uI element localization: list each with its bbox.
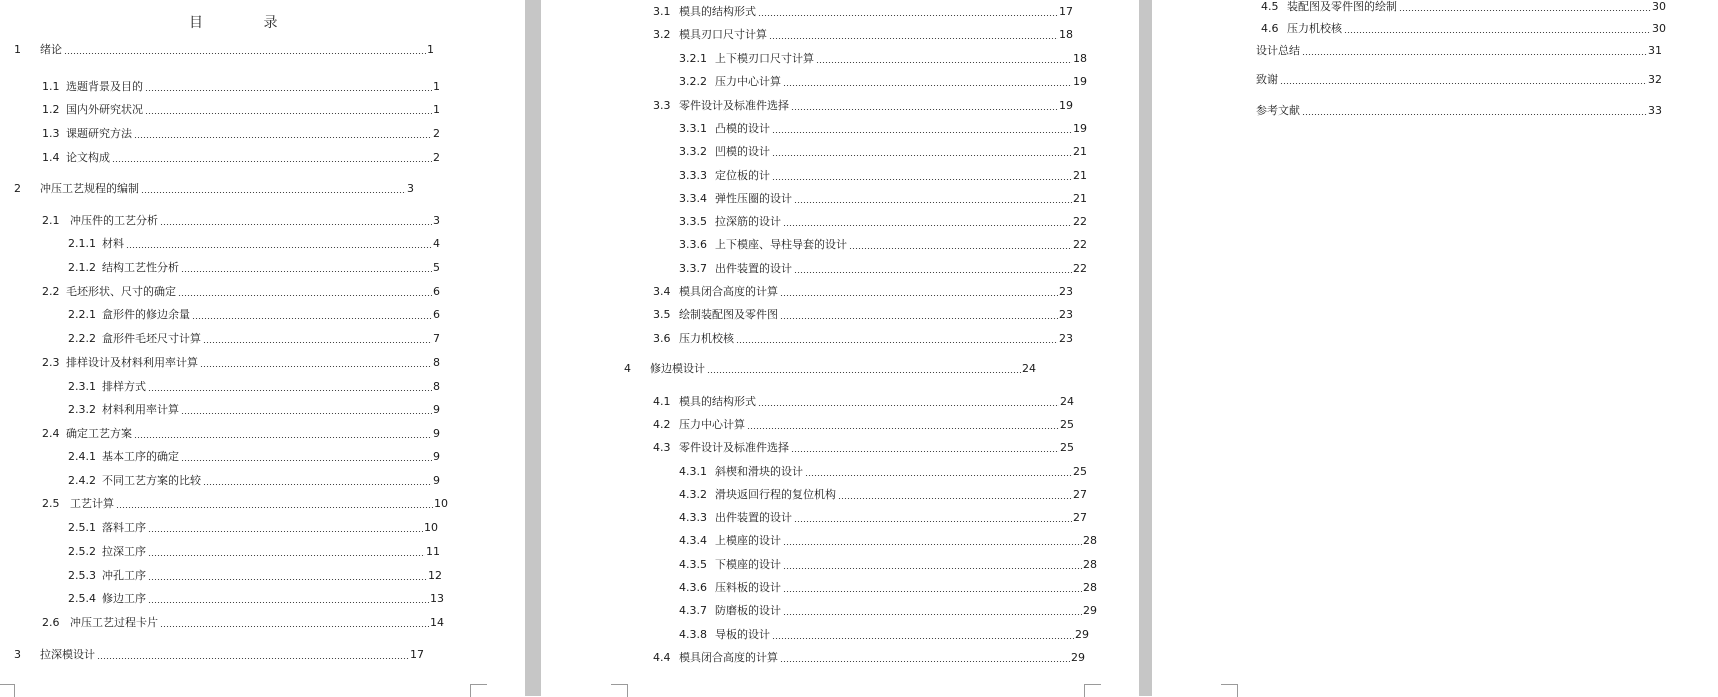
- toc-entry-page-number: 6: [433, 285, 440, 298]
- toc-entry: [679, 75, 1087, 89]
- toc-entry: [42, 151, 440, 165]
- toc-dot-leader: [783, 85, 1072, 86]
- toc-entry-page-number: 6: [433, 308, 440, 321]
- toc-entry-page-number: 29: [1083, 604, 1097, 617]
- toc-entry-text: 模具刃口尺寸计算: [679, 28, 767, 41]
- toc-entry-number: 1.2: [42, 103, 60, 116]
- toc-entry-number: 2.6: [42, 616, 60, 629]
- toc-entry-number: 4.1: [653, 395, 671, 408]
- document-page-2: [541, 0, 1139, 696]
- toc-entry: [679, 122, 1087, 136]
- toc-entry-text: 绪论: [40, 43, 62, 56]
- toc-entry-page-number: 25: [1073, 465, 1087, 478]
- toc-entry-number: 4.3.4: [679, 534, 707, 547]
- toc-dot-leader: [200, 366, 432, 367]
- toc-entry: [68, 521, 438, 535]
- toc-entry-page-number: 21: [1073, 145, 1087, 158]
- toc-entry-page-number: 22: [1073, 215, 1087, 228]
- toc-entry-text: 冲压件的工艺分析: [70, 214, 158, 227]
- toc-entry-text: 压料板的设计: [715, 581, 781, 594]
- toc-entry: [68, 261, 440, 275]
- toc-dot-leader: [780, 318, 1058, 319]
- toc-entry-text: 模具闭合高度的计算: [679, 285, 778, 298]
- toc-entry-text: 防磨板的设计: [715, 604, 781, 617]
- toc-entry-number: 2: [14, 182, 21, 195]
- toc-dot-leader: [97, 658, 409, 659]
- toc-entry-number: 2.4: [42, 427, 60, 440]
- toc-entry-text: 上模座的设计: [715, 534, 781, 547]
- toc-dot-leader: [148, 579, 427, 580]
- toc-entry-page-number: 17: [410, 648, 424, 661]
- toc-entry-page-number: 19: [1059, 99, 1073, 112]
- toc-entry-page-number: 21: [1073, 169, 1087, 182]
- toc-entry: [42, 497, 448, 511]
- toc-entry-page-number: 9: [433, 403, 440, 416]
- toc-entry: [42, 80, 440, 94]
- toc-entry-number: 4.3: [653, 441, 671, 454]
- toc-entry-text: 模具的结构形式: [679, 5, 756, 18]
- toc-entry-text: 上下模刃口尺寸计算: [715, 52, 814, 65]
- toc-entry-text: 修边模设计: [650, 362, 705, 375]
- toc-dot-leader: [783, 544, 1082, 545]
- toc-entry-page-number: 18: [1073, 52, 1087, 65]
- toc-entry: [42, 356, 440, 370]
- toc-entry-number: 3.6: [653, 332, 671, 345]
- toc-entry-number: 2.3: [42, 356, 60, 369]
- toc-entry-number: 4.6: [1261, 22, 1279, 35]
- document-page-1: [0, 0, 525, 696]
- toc-entry-number: 2.1.1: [68, 237, 96, 250]
- toc-entry-text: 出件装置的设计: [715, 511, 792, 524]
- page-corner-mark: [1221, 684, 1238, 697]
- toc-entry-number: 2.2: [42, 285, 60, 298]
- toc-entry-page-number: 22: [1073, 238, 1087, 251]
- toc-entry-number: 1.1: [42, 80, 60, 93]
- toc-entry-page-number: 2: [433, 127, 440, 140]
- toc-entry: [679, 628, 1089, 642]
- toc-title: 目 录: [189, 15, 306, 31]
- toc-entry-text: 凸模的设计: [715, 122, 770, 135]
- toc-entry: [68, 450, 440, 464]
- page-corner-mark: [470, 684, 487, 697]
- toc-dot-leader: [758, 15, 1058, 16]
- toc-entry-text: 排样方式: [102, 380, 146, 393]
- toc-dot-leader: [772, 638, 1074, 639]
- toc-dot-leader: [1344, 32, 1651, 33]
- toc-entry-page-number: 29: [1075, 628, 1089, 641]
- toc-entry-page-number: 29: [1071, 651, 1085, 664]
- toc-entry: [679, 604, 1097, 618]
- toc-entry: [653, 308, 1073, 322]
- toc-entry-number: 4.4: [653, 651, 671, 664]
- toc-entry-number: 4.3.7: [679, 604, 707, 617]
- toc-dot-leader: [148, 390, 432, 391]
- toc-entry-number: 2.1.2: [68, 261, 96, 274]
- toc-dot-leader: [772, 155, 1072, 156]
- toc-dot-leader: [1302, 114, 1647, 115]
- toc-entry: [679, 192, 1087, 206]
- toc-dot-leader: [141, 192, 406, 193]
- toc-entry-text: 下模座的设计: [715, 558, 781, 571]
- toc-entry-number: 4.2: [653, 418, 671, 431]
- toc-entry: [68, 474, 440, 488]
- toc-entry: [679, 558, 1097, 572]
- toc-entry-number: 2.5.4: [68, 592, 96, 605]
- toc-dot-leader: [783, 568, 1082, 569]
- toc-entry-text: 排样设计及材料利用率计算: [66, 356, 198, 369]
- toc-entry-text: 致谢: [1256, 73, 1278, 86]
- toc-entry-page-number: 19: [1073, 75, 1087, 88]
- toc-entry-number: 3.3.2: [679, 145, 707, 158]
- toc-entry: [42, 285, 440, 299]
- toc-entry: [1256, 104, 1662, 118]
- toc-entry-text: 盒形件毛坯尺寸计算: [102, 332, 201, 345]
- toc-entry-page-number: 33: [1648, 104, 1662, 117]
- toc-entry: [679, 511, 1087, 525]
- toc-entry-page-number: 14: [430, 616, 444, 629]
- toc-dot-leader: [780, 295, 1058, 296]
- toc-entry-number: 3.3.1: [679, 122, 707, 135]
- toc-dot-leader: [64, 53, 426, 54]
- toc-entry: [68, 545, 440, 559]
- toc-entry-page-number: 19: [1073, 122, 1087, 135]
- toc-entry-text: 绘制装配图及零件图: [679, 308, 778, 321]
- toc-entry-page-number: 32: [1648, 73, 1662, 86]
- toc-dot-leader: [112, 161, 432, 162]
- toc-dot-leader: [816, 62, 1072, 63]
- toc-entry-text: 设计总结: [1256, 44, 1300, 57]
- toc-entry: [653, 441, 1074, 455]
- toc-entry: [14, 648, 424, 662]
- toc-entry: [653, 418, 1074, 432]
- toc-entry-text: 国内外研究状况: [66, 103, 143, 116]
- toc-entry-number: 3.2: [653, 28, 671, 41]
- toc-entry-text: 压力机校核: [679, 332, 734, 345]
- toc-entry-page-number: 28: [1083, 581, 1097, 594]
- toc-entry-number: 3.3.6: [679, 238, 707, 251]
- toc-entry: [653, 332, 1073, 346]
- toc-entry: [653, 5, 1073, 19]
- toc-entry-text: 材料: [102, 237, 124, 250]
- toc-dot-leader: [116, 507, 433, 508]
- toc-entry: [679, 145, 1087, 159]
- toc-entry-page-number: 13: [430, 592, 444, 605]
- toc-entry-number: 3.3.4: [679, 192, 707, 205]
- toc-entry: [653, 28, 1073, 42]
- toc-entry-text: 冲压工艺过程卡片: [70, 616, 158, 629]
- toc-entry-page-number: 25: [1060, 418, 1074, 431]
- toc-entry: [653, 99, 1073, 113]
- toc-entry-page-number: 28: [1083, 558, 1097, 571]
- toc-entry-page-number: 2: [433, 151, 440, 164]
- toc-entry-text: 盒形件的修边余量: [102, 308, 190, 321]
- toc-dot-leader: [783, 591, 1082, 592]
- toc-entry-number: 4.3.8: [679, 628, 707, 641]
- toc-dot-leader: [794, 202, 1072, 203]
- toc-entry-text: 压力机校核: [1287, 22, 1342, 35]
- toc-entry: [68, 403, 440, 417]
- toc-dot-leader: [772, 179, 1072, 180]
- toc-entry-text: 不同工艺方案的比较: [102, 474, 201, 487]
- toc-entry: [653, 395, 1074, 409]
- toc-entry-number: 3.4: [653, 285, 671, 298]
- toc-dot-leader: [1302, 54, 1647, 55]
- toc-entry: [68, 569, 442, 583]
- toc-entry-page-number: 7: [433, 332, 440, 345]
- toc-entry-number: 4: [624, 362, 631, 375]
- toc-entry: [679, 52, 1087, 66]
- toc-dot-leader: [178, 295, 432, 296]
- page-gutter: [1139, 0, 1152, 696]
- toc-entry-number: 1: [14, 43, 21, 56]
- toc-entry-text: 选题背景及目的: [66, 80, 143, 93]
- toc-entry-page-number: 12: [428, 569, 442, 582]
- toc-entry: [653, 285, 1073, 299]
- toc-entry-page-number: 3: [433, 214, 440, 227]
- toc-dot-leader: [838, 498, 1072, 499]
- toc-dot-leader: [1399, 10, 1651, 11]
- toc-dot-leader: [203, 342, 432, 343]
- toc-entry-number: 4.3.6: [679, 581, 707, 594]
- toc-entry: [679, 534, 1097, 548]
- toc-entry-page-number: 9: [433, 474, 440, 487]
- toc-dot-leader: [736, 342, 1058, 343]
- toc-entry-text: 装配图及零件图的绘制: [1287, 0, 1397, 13]
- toc-entry: [679, 488, 1087, 502]
- toc-entry: [68, 380, 440, 394]
- toc-entry: [42, 616, 444, 630]
- toc-dot-leader: [145, 113, 432, 114]
- toc-entry-page-number: 10: [434, 497, 448, 510]
- toc-entry-page-number: 1: [433, 80, 440, 93]
- toc-dot-leader: [148, 602, 429, 603]
- toc-entry-page-number: 18: [1059, 28, 1073, 41]
- toc-entry-number: 4.3.2: [679, 488, 707, 501]
- toc-entry: [1256, 44, 1662, 58]
- toc-dot-leader: [203, 484, 432, 485]
- toc-entry-text: 工艺计算: [70, 497, 114, 510]
- toc-dot-leader: [134, 137, 432, 138]
- page-corner-mark: [1084, 684, 1101, 697]
- toc-dot-leader: [160, 626, 429, 627]
- toc-dot-leader: [794, 272, 1072, 273]
- toc-entry-number: 3.3.5: [679, 215, 707, 228]
- toc-dot-leader: [192, 318, 432, 319]
- toc-dot-leader: [148, 531, 423, 532]
- toc-entry-page-number: 24: [1022, 362, 1036, 375]
- toc-entry-page-number: 17: [1059, 5, 1073, 18]
- toc-entry-text: 出件装置的设计: [715, 262, 792, 275]
- toc-entry: [68, 332, 440, 346]
- toc-dot-leader: [758, 405, 1059, 406]
- toc-dot-leader: [148, 555, 425, 556]
- toc-entry-number: 2.2.1: [68, 308, 96, 321]
- toc-dot-leader: [783, 225, 1072, 226]
- toc-dot-leader: [747, 428, 1059, 429]
- toc-entry: [42, 103, 440, 117]
- toc-dot-leader: [791, 451, 1059, 452]
- toc-entry-text: 冲孔工序: [102, 569, 146, 582]
- page-gutter: [525, 0, 541, 696]
- page-corner-mark: [611, 684, 628, 697]
- toc-entry-text: 材料利用率计算: [102, 403, 179, 416]
- toc-dot-leader: [134, 437, 432, 438]
- toc-entry-text: 冲压工艺规程的编制: [40, 182, 139, 195]
- toc-entry-text: 零件设计及标准件选择: [679, 99, 789, 112]
- toc-dot-leader: [181, 460, 432, 461]
- toc-entry-page-number: 21: [1073, 192, 1087, 205]
- toc-entry: [68, 237, 440, 251]
- toc-entry-page-number: 31: [1648, 44, 1662, 57]
- toc-entry-number: 2.5.1: [68, 521, 96, 534]
- toc-dot-leader: [772, 132, 1072, 133]
- toc-entry-text: 零件设计及标准件选择: [679, 441, 789, 454]
- toc-entry: [679, 215, 1087, 229]
- toc-dot-leader: [181, 271, 432, 272]
- toc-dot-leader: [145, 90, 432, 91]
- toc-entry-text: 拉深筋的设计: [715, 215, 781, 228]
- toc-entry-text: 弹性压圈的设计: [715, 192, 792, 205]
- toc-entry-page-number: 8: [433, 380, 440, 393]
- toc-dot-leader: [791, 109, 1058, 110]
- toc-entry-text: 压力中心计算: [679, 418, 745, 431]
- toc-entry-page-number: 27: [1073, 511, 1087, 524]
- toc-entry-number: 4.5: [1261, 0, 1279, 13]
- toc-entry-page-number: 30: [1652, 22, 1666, 35]
- toc-entry-number: 3.3.3: [679, 169, 707, 182]
- toc-entry-text: 滑块返回行程的复位机构: [715, 488, 836, 501]
- toc-entry-page-number: 9: [433, 450, 440, 463]
- toc-entry-number: 2.2.2: [68, 332, 96, 345]
- toc-entry-text: 斜楔和滑块的设计: [715, 465, 803, 478]
- toc-entry-page-number: 1: [433, 103, 440, 116]
- toc-entry: [42, 214, 440, 228]
- toc-entry-page-number: 28: [1083, 534, 1097, 547]
- toc-entry-text: 修边工序: [102, 592, 146, 605]
- toc-entry-number: 2.5.3: [68, 569, 96, 582]
- toc-entry-text: 确定工艺方案: [66, 427, 132, 440]
- toc-entry: [68, 592, 444, 606]
- toc-entry-number: 2.5: [42, 497, 60, 510]
- toc-entry-number: 2.5.2: [68, 545, 96, 558]
- toc-entry-page-number: 24: [1060, 395, 1074, 408]
- toc-entry-text: 毛坯形状、尺寸的确定: [66, 285, 176, 298]
- toc-entry-page-number: 10: [424, 521, 438, 534]
- toc-entry-page-number: 3: [407, 182, 414, 195]
- toc-entry: [14, 43, 434, 57]
- toc-dot-leader: [780, 661, 1070, 662]
- document-page-3: [1152, 0, 1718, 696]
- toc-dot-leader: [849, 248, 1072, 249]
- toc-entry-text: 模具闭合高度的计算: [679, 651, 778, 664]
- toc-entry-number: 3.3.7: [679, 262, 707, 275]
- toc-dot-leader: [707, 372, 1021, 373]
- toc-entry-page-number: 4: [433, 237, 440, 250]
- toc-dot-leader: [805, 475, 1072, 476]
- toc-entry-number: 3.1: [653, 5, 671, 18]
- toc-entry-number: 4.3.5: [679, 558, 707, 571]
- toc-entry-number: 1.3: [42, 127, 60, 140]
- toc-entry-number: 2.3.1: [68, 380, 96, 393]
- toc-entry-text: 课题研究方法: [66, 127, 132, 140]
- toc-entry-number: 4.3.1: [679, 465, 707, 478]
- toc-entry-page-number: 23: [1059, 332, 1073, 345]
- toc-entry-number: 3.2.1: [679, 52, 707, 65]
- toc-entry-number: 2.1: [42, 214, 60, 227]
- toc-entry-text: 参考文献: [1256, 104, 1300, 117]
- toc-entry: [679, 169, 1087, 183]
- toc-entry: [42, 127, 440, 141]
- toc-entry-text: 压力中心计算: [715, 75, 781, 88]
- toc-entry-number: 2.3.2: [68, 403, 96, 416]
- toc-entry-page-number: 1: [427, 43, 434, 56]
- toc-entry-page-number: 25: [1060, 441, 1074, 454]
- toc-entry-text: 论文构成: [66, 151, 110, 164]
- toc-entry-text: 落料工序: [102, 521, 146, 534]
- toc-entry-number: 2.4.2: [68, 474, 96, 487]
- toc-dot-leader: [769, 38, 1058, 39]
- toc-entry: [679, 262, 1087, 276]
- toc-entry-text: 基本工序的确定: [102, 450, 179, 463]
- toc-entry-number: 4.3.3: [679, 511, 707, 524]
- toc-entry-page-number: 9: [433, 427, 440, 440]
- toc-entry: [624, 362, 1036, 376]
- toc-dot-leader: [783, 614, 1082, 615]
- toc-dot-leader: [126, 247, 432, 248]
- toc-dot-leader: [1280, 83, 1647, 84]
- toc-entry-text: 拉深工序: [102, 545, 146, 558]
- toc-entry-page-number: 22: [1073, 262, 1087, 275]
- toc-entry: [679, 581, 1097, 595]
- toc-entry-page-number: 23: [1059, 285, 1073, 298]
- toc-entry-number: 2.4.1: [68, 450, 96, 463]
- toc-entry: [1256, 73, 1662, 87]
- toc-entry-text: 模具的结构形式: [679, 395, 756, 408]
- toc-entry-text: 凹模的设计: [715, 145, 770, 158]
- toc-entry-number: 1.4: [42, 151, 60, 164]
- toc-entry-page-number: 23: [1059, 308, 1073, 321]
- toc-entry-number: 3: [14, 648, 21, 661]
- toc-entry-page-number: 27: [1073, 488, 1087, 501]
- toc-entry: [14, 182, 414, 196]
- toc-entry-page-number: 30: [1652, 0, 1666, 13]
- toc-entry-text: 定位板的计: [715, 169, 770, 182]
- toc-entry-text: 导板的设计: [715, 628, 770, 641]
- toc-dot-leader: [160, 224, 432, 225]
- toc-entry-number: 3.2.2: [679, 75, 707, 88]
- toc-entry: [1261, 0, 1666, 14]
- toc-entry: [679, 465, 1087, 479]
- toc-entry: [68, 308, 440, 322]
- toc-entry: [679, 238, 1087, 252]
- toc-dot-leader: [181, 413, 432, 414]
- toc-entry-number: 3.5: [653, 308, 671, 321]
- toc-entry-page-number: 5: [433, 261, 440, 274]
- toc-dot-leader: [794, 521, 1072, 522]
- toc-entry-number: 3.3: [653, 99, 671, 112]
- toc-entry-text: 拉深模设计: [40, 648, 95, 661]
- toc-entry-text: 上下模座、导柱导套的设计: [715, 238, 847, 251]
- toc-entry: [1261, 22, 1666, 36]
- page-corner-mark: [0, 684, 15, 697]
- toc-entry-text: 结构工艺性分析: [102, 261, 179, 274]
- toc-entry-page-number: 11: [426, 545, 440, 558]
- toc-entry: [42, 427, 440, 441]
- toc-entry-page-number: 8: [433, 356, 440, 369]
- toc-entry: [653, 651, 1085, 665]
